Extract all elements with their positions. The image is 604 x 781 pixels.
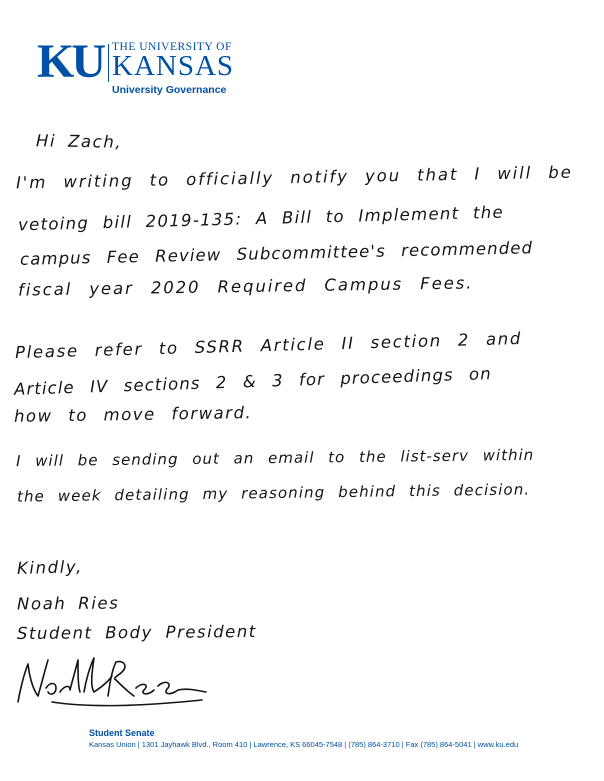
department-name: University Governance <box>112 84 227 96</box>
paragraph2-line: Article IV sections 2 & 3 for proceedings on <box>13 364 493 399</box>
ku-logo-mark: KU <box>37 35 103 88</box>
paragraph1-line: vetoing bill 2019-135: A Bill to Implement the <box>17 202 505 235</box>
paragraph3-line: the week detailing my reasoning behind this decision. <box>16 480 531 506</box>
ku-logo <box>37 35 237 98</box>
paragraph1-line: I'm writing to officially notify you that I will be <box>15 162 573 193</box>
signature-icon <box>12 652 212 712</box>
paragraph2-line: Please refer to SSRR Article II section 2 and <box>14 328 523 363</box>
paragraph1-line: campus Fee Review Subcommittee's recommended <box>19 238 534 269</box>
logo-university-of: THE UNIVERSITY OF <box>112 41 232 53</box>
paragraph2-line: how to move forward. <box>13 403 253 426</box>
paragraph1-line: fiscal year 2020 Required Campus Fees. <box>17 273 474 300</box>
logo-kansas: KANSAS <box>112 50 235 82</box>
letter-greeting: Hi Zach, <box>35 131 123 152</box>
paragraph3-line: I will be sending out an email to the list-serv within <box>15 445 535 471</box>
footer-address: Kansas Union | 1301 Jayhawk Blvd., Room 410 | Lawrence, KS 66045-7548 | (785) 864-3710 | Fax (785) 864-5041 | www.ku.edu <box>89 740 519 749</box>
letter-closing: Kindly, <box>16 557 84 578</box>
logo-divider <box>108 44 109 82</box>
signer-name: Noah Ries <box>16 593 120 614</box>
signer-title: Student Body President <box>16 621 257 644</box>
footer-org: Student Senate <box>89 728 155 738</box>
